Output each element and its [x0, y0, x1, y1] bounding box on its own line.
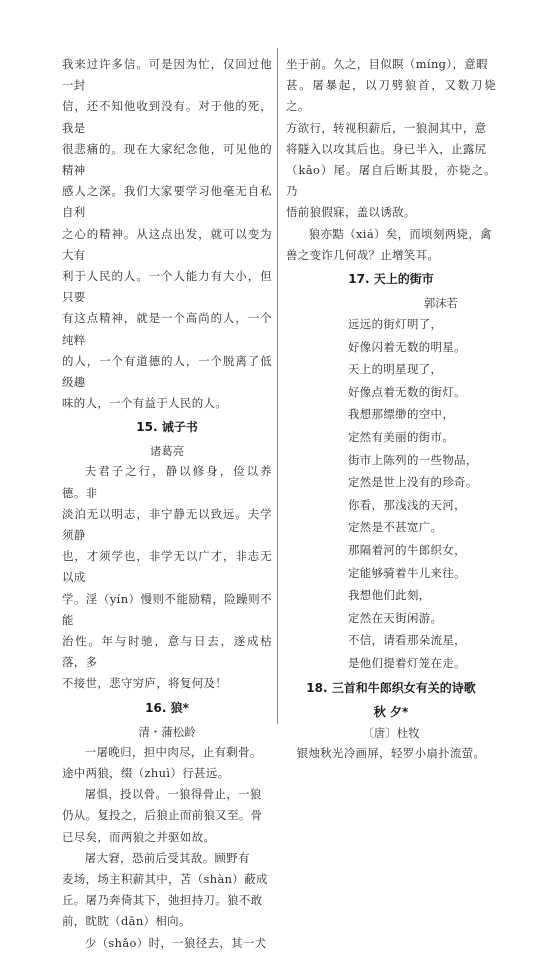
poem-line: 定然是不甚宽广。 — [348, 520, 443, 535]
text-line: 兽之变诈几何哉？止增笑耳。 — [286, 247, 440, 262]
poem-line: 天上的明星现了， — [348, 362, 443, 377]
section-title: 15. 诫子书 — [136, 420, 198, 435]
poem-line: 定然有美丽的街市。 — [348, 430, 455, 444]
poem-line: 银烛秋光冷画屏，轻罗小扇扑流萤。 — [296, 745, 486, 760]
section-title: 16. 狼* — [145, 700, 189, 715]
text-line: 麦场，场主积薪其中，苫（shàn）蔽成 — [62, 871, 268, 886]
text-line: 夫君子之行，静以修身，俭以养德。非 — [62, 464, 272, 500]
text-line: （kāo）尾。屠自后断其股，亦毙之。乃 — [286, 163, 496, 199]
text-line: 也，才须学也，非学无以广才，非志无以成 — [62, 549, 272, 585]
text-line: 狼亦黠（xiá）矣，而顷刻两毙，禽 — [308, 226, 492, 241]
text-line: 途中两狼，缀（zhuì）行甚远。 — [62, 765, 230, 780]
poem-line: 街市上陈列的一些物品， — [348, 452, 478, 467]
text-line: 信，还不知他收到没有。对于他的死，我是 — [62, 99, 272, 135]
text-line: 坐于前。久之，目似瞑（míng），意暇 — [286, 57, 488, 71]
poem-line: 远远的街灯明了， — [348, 317, 443, 332]
text-line: 一屠晚归，担中肉尽，止有剩骨。 — [84, 744, 262, 759]
poem-line: 定然在天街闲游。 — [348, 610, 443, 625]
text-line: 利于人民的人。一个人能力有大小，但只要 — [62, 269, 272, 305]
text-line: 我来过许多信。可是因为忙，仅回过他一封 — [62, 57, 272, 93]
text-line: 感人之深。我们大家要学习他毫无自私自利 — [62, 184, 272, 220]
text-line: 屠惧，投以骨。一狼得骨止，一狼 — [84, 787, 262, 802]
text-line: 有这点精神，就是一个高尚的人，一个纯粹 — [62, 311, 272, 347]
section-author: 清・蒲松龄 — [138, 724, 196, 739]
text-line: 少（shǎo）时，一狼径去，其一犬 — [84, 935, 267, 950]
text-line: 的人，一个有道德的人，一个脱离了低级趣 — [62, 353, 272, 390]
poem-line: 我想那缥缈的空中， — [348, 407, 455, 422]
text-line: 味的人，一个有益于人民的人。 — [62, 396, 228, 411]
text-line: 治性。年与时驰，意与日去，遂成枯落，多 — [62, 634, 272, 670]
text-line: 方欲行，转视积薪后，一狼洞其中，意 — [286, 120, 487, 135]
poem-line: 好像闪着无数的明星。 — [348, 339, 466, 354]
text-line: 淡泊无以明志，非宁静无以致远。夫学须静 — [62, 506, 272, 543]
text-line: 悟前狼假寐，盖以诱敌。 — [286, 205, 416, 220]
text-line: 丘。屠乃奔倚其下，弛担持刀。狼不敢 — [62, 893, 263, 908]
poem-line: 好像点着无数的街灯。 — [348, 384, 466, 399]
text-line: 已尽矣，而两狼之并驱如故。 — [62, 829, 216, 844]
poem-line: 你看，那浅浅的天河， — [348, 497, 466, 512]
right-column — [286, 54, 496, 764]
poem-author: 〔唐〕杜牧 — [362, 725, 420, 740]
section-16 — [62, 695, 272, 954]
section-15 — [62, 414, 272, 694]
column-divider — [277, 48, 278, 724]
text-line: 甚。屠暴起，以刀劈狼首，又数刀毙之。 — [286, 78, 496, 114]
text-line: 屠大窘，恐前后受其敌。顾野有 — [84, 850, 250, 865]
text-line: 前，眈眈（dān）相向。 — [62, 914, 191, 929]
text-line: 学。淫（yín）慢则不能励精，险躁则不能 — [62, 591, 272, 627]
section-title: 17. 天上的街市 — [348, 272, 434, 287]
section-17 — [286, 266, 496, 675]
text-line: 将隧入以攻其后也。身已半入，止露尻 — [286, 141, 487, 156]
intro-paragraph — [62, 54, 272, 414]
poem-line: 是他们提着灯笼在走。 — [348, 655, 466, 670]
text-line: 仍从。复投之，后狼止而前狼又至。骨 — [62, 808, 263, 823]
text-line: 不接世，悲守穷庐，将复何及！ — [62, 676, 228, 691]
poem-line: 那隔着河的牛郎织女， — [348, 542, 466, 557]
poem-line: 定能够骑着牛儿来往。 — [348, 565, 466, 580]
poem-line: 不信，请看那朵流星， — [348, 633, 466, 648]
section-author: 郭沫若 — [423, 296, 458, 311]
poem-line: 定然是世上没有的珍奇。 — [348, 475, 478, 490]
text-line: 之心的精神。从这点出发，就可以变为大有 — [62, 226, 272, 262]
poem-line: 我想他们此刻， — [348, 588, 431, 603]
section-18 — [286, 675, 496, 764]
section-author: 诸葛亮 — [149, 444, 185, 459]
wolf-continuation — [286, 54, 496, 266]
left-column — [62, 54, 272, 954]
section-title: 18. 三首和牛郎织女有关的诗歌 — [306, 680, 476, 695]
text-line: 很悲痛的。现在大家纪念他，可见他的精神 — [62, 141, 272, 178]
poem-title: 秋 夕* — [373, 704, 409, 719]
